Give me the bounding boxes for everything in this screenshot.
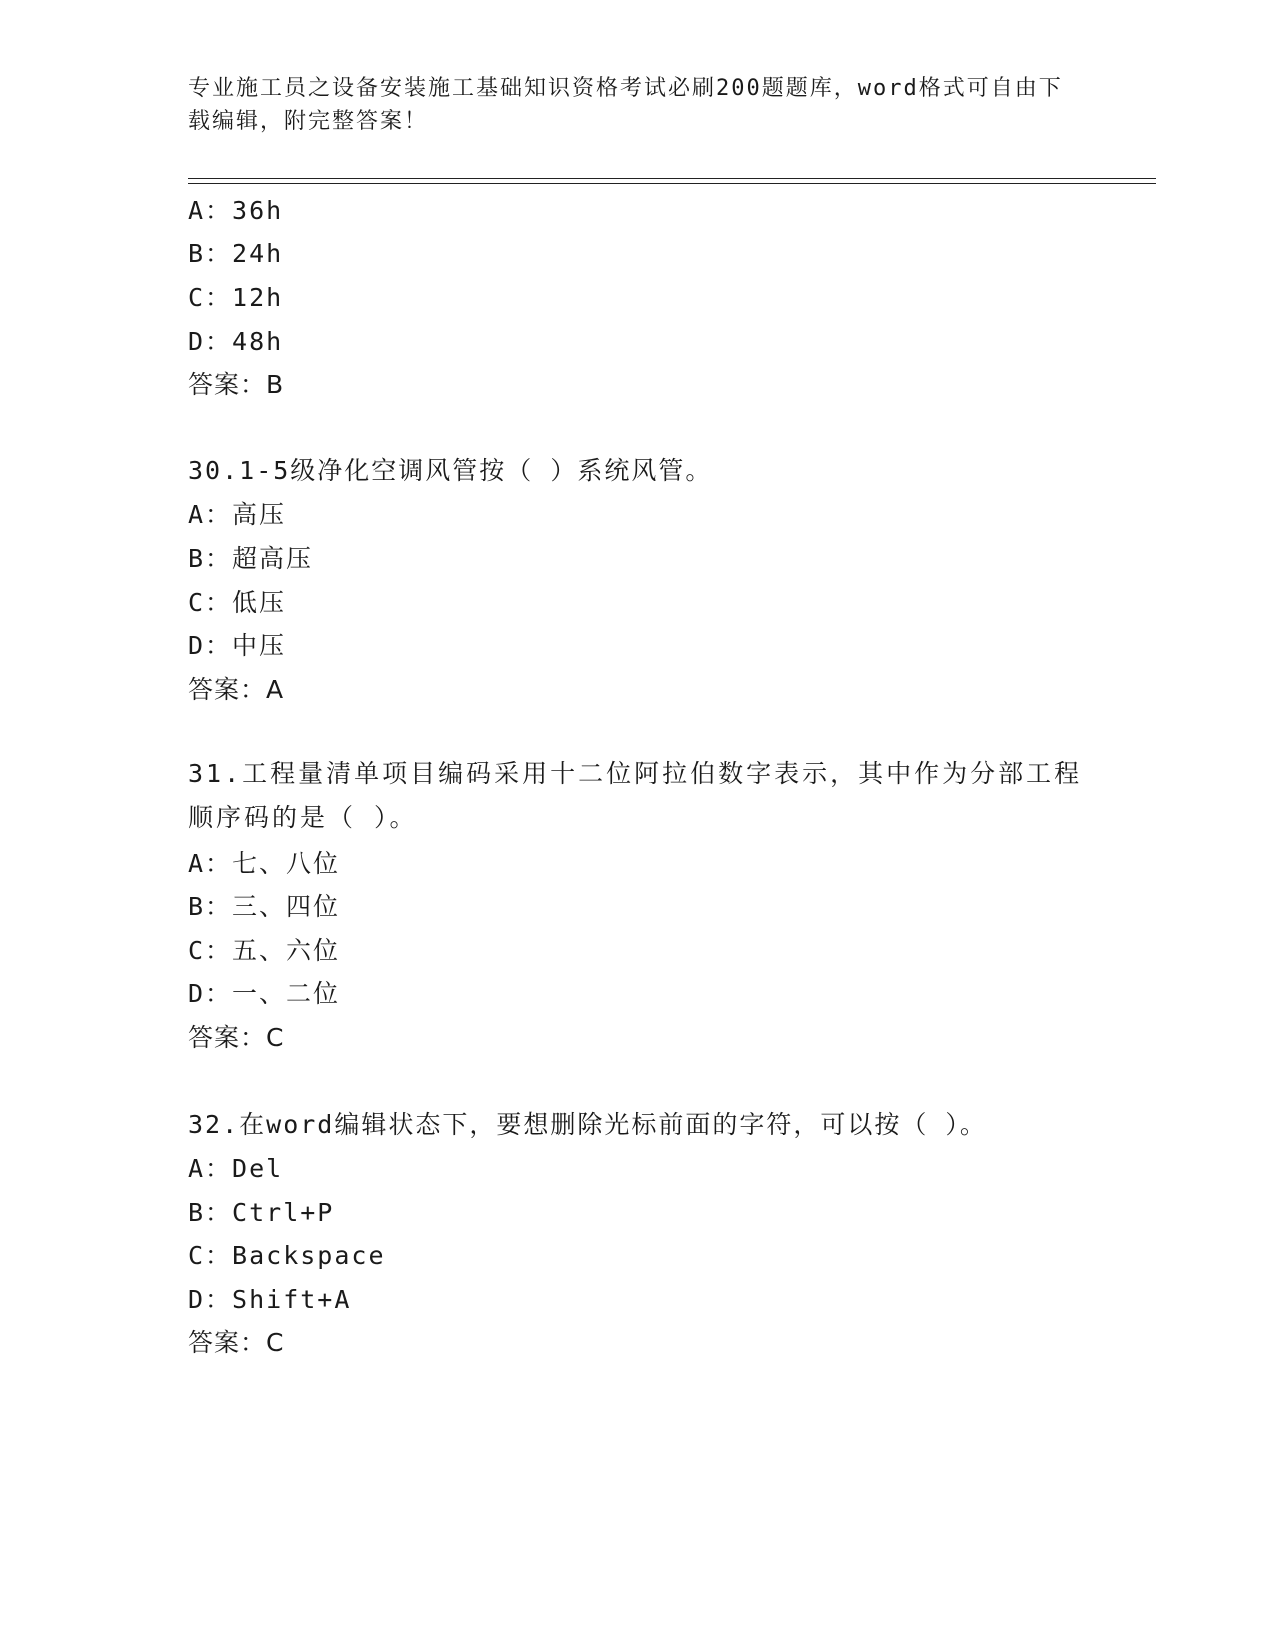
- q32-option-c: C：Backspace: [188, 1241, 386, 1270]
- q31-question: 31.工程量清单项目编码采用十二位阿拉伯数字表示，其中作为分部工程顺序码的是（ ）。: [188, 759, 1083, 832]
- q29-option-c: C：12h: [188, 283, 284, 312]
- q32-question: 32.在word编辑状态下，要想删除光标前面的字符，可以按（ ）。: [188, 1110, 987, 1139]
- q31-answer: 答案：C: [188, 1023, 285, 1052]
- q30-question: 30.1-5级净化空调风管按（ ）系统风管。: [188, 456, 713, 485]
- q32-option-b: B：Ctrl+P: [188, 1198, 335, 1227]
- q31-option-b: B：三、四位: [188, 892, 341, 921]
- header-rule-top: [188, 178, 1156, 179]
- q29-option-b: B：24h: [188, 239, 284, 268]
- q31-option-c: C：五、六位: [188, 936, 341, 965]
- q30-option-a: A：高压: [188, 500, 287, 529]
- document-header: 专业施工员之设备安装施工基础知识资格考试必刷200题题库，word格式可自由下载编辑，附完整答案！: [188, 76, 1063, 134]
- q29-option-d: D：48h: [188, 327, 284, 356]
- q30-option-d: D：中压: [188, 631, 287, 660]
- q29-answer: 答案：B: [188, 370, 285, 399]
- q30-option-b: B：超高压: [188, 544, 314, 573]
- q29-option-a: A：36h: [188, 196, 284, 225]
- q32-answer: 答案：C: [188, 1328, 285, 1357]
- q32-option-a: A：Del: [188, 1154, 284, 1183]
- q30-option-c: C：低压: [188, 588, 287, 617]
- q31-option-a: A：七、八位: [188, 849, 341, 878]
- q30-answer: 答案：A: [188, 675, 285, 704]
- q31-option-d: D：一、二位: [188, 979, 341, 1008]
- header-rule-bottom: [188, 183, 1156, 184]
- q32-option-d: D：Shift+A: [188, 1285, 352, 1314]
